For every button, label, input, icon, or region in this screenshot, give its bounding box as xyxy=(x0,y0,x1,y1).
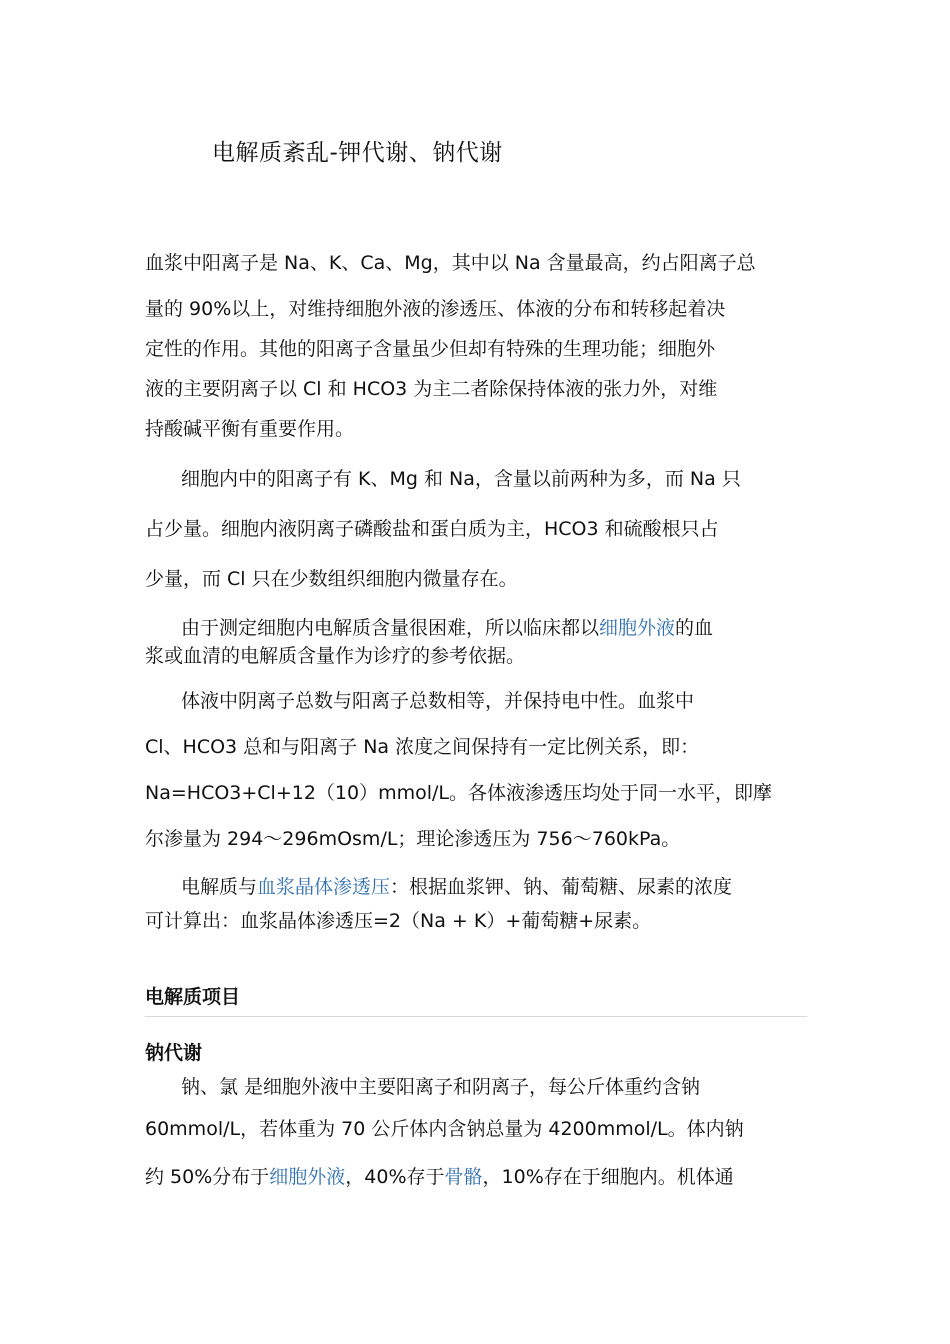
paragraph-plasma-cations xyxy=(145,243,807,449)
text-line: 细胞内中的阳离子有 K、Mg 和 Na，含量以前两种为多，而 Na 只 xyxy=(181,468,741,490)
section-divider xyxy=(145,1016,807,1017)
text-line: Na=HCO3+Cl+12（10）mmol/L。各体液渗透压均处于同一水平，即摩 xyxy=(145,782,773,804)
text-line: 血浆中阳离子是 Na、K、Ca、Mg，其中以 Na 含量最高，约占阳离子总 xyxy=(145,252,756,274)
text-line: 液的主要阴离子以 Cl 和 HCO3 为主二者除保持体液的张力外，对维 xyxy=(145,378,718,400)
text-segment: 电解质与 xyxy=(181,876,258,898)
text-line: 尔渗量为 294～296mOsm/L；理论渗透压为 756～760kPa。 xyxy=(145,828,681,850)
paragraph-sodium xyxy=(145,1066,807,1198)
text-segment: ：根据血浆钾、钠、葡萄糖、尿素的浓度 xyxy=(390,876,733,898)
text-line: 可计算出：血浆晶体渗透压=2（Na + K）+葡萄糖+尿素。 xyxy=(145,910,652,932)
subheading-sodium-metabolism: 钠代谢 xyxy=(145,1042,203,1064)
text-line: 定性的作用。其他的阳离子含量虽少但却有特殊的生理功能；细胞外 xyxy=(145,338,716,360)
text-segment: 由于测定细胞内电解质含量很困难，所以临床都以 xyxy=(181,617,600,639)
text-line: 持酸碱平衡有重要作用。 xyxy=(145,418,355,440)
text-line: 钠、氯 是细胞外液中主要阳离子和阴离子，每公斤体重约含钠 xyxy=(181,1076,701,1098)
link-bone[interactable]: 骨骼 xyxy=(444,1166,483,1188)
link-extracellular-fluid[interactable]: 细胞外液 xyxy=(599,617,676,639)
link-extracellular-fluid[interactable]: 细胞外液 xyxy=(269,1166,346,1188)
text-line: 少量，而 Cl 只在少数组织细胞内微量存在。 xyxy=(145,568,518,590)
text-line xyxy=(145,614,807,642)
paragraph-intracellular-ions xyxy=(145,454,807,604)
text-line: 量的 90%以上，对维持细胞外液的渗透压、体液的分布和转移起着决 xyxy=(145,298,726,320)
text-line xyxy=(145,870,807,904)
paragraph-electroneutrality xyxy=(145,678,807,862)
section-heading: 电解质项目 xyxy=(145,986,241,1008)
text-line: 占少量。细胞内液阴离子磷酸盐和蛋白质为主，HCO3 和硫酸根只占 xyxy=(145,518,719,540)
text-line: 体液中阴离子总数与阳离子总数相等，并保持电中性。血浆中 xyxy=(181,690,695,712)
text-segment: ，10%存在于细胞内。机体通 xyxy=(482,1166,734,1188)
text-segment: ，40%存于 xyxy=(345,1166,445,1188)
text-line: 60mmol/L，若体重为 70 公斤体内含钠总量为 4200mmol/L。体内钠 xyxy=(145,1118,744,1140)
document-title: 电解质紊乱-钾代谢、钠代谢 xyxy=(212,140,503,166)
paragraph-measurement xyxy=(145,614,807,670)
text-line: Cl、HCO3 总和与阳离子 Na 浓度之间保持有一定比例关系，即： xyxy=(145,736,700,758)
link-plasma-crystal-osmotic-pressure[interactable]: 血浆晶体渗透压 xyxy=(257,876,391,898)
text-line: 浆或血清的电解质含量作为诊疗的参考依据。 xyxy=(145,645,526,667)
text-line xyxy=(145,1156,807,1198)
text-segment: 的血 xyxy=(675,617,714,639)
paragraph-osmotic-pressure xyxy=(145,870,807,938)
text-segment: 约 50%分布于 xyxy=(145,1166,270,1188)
